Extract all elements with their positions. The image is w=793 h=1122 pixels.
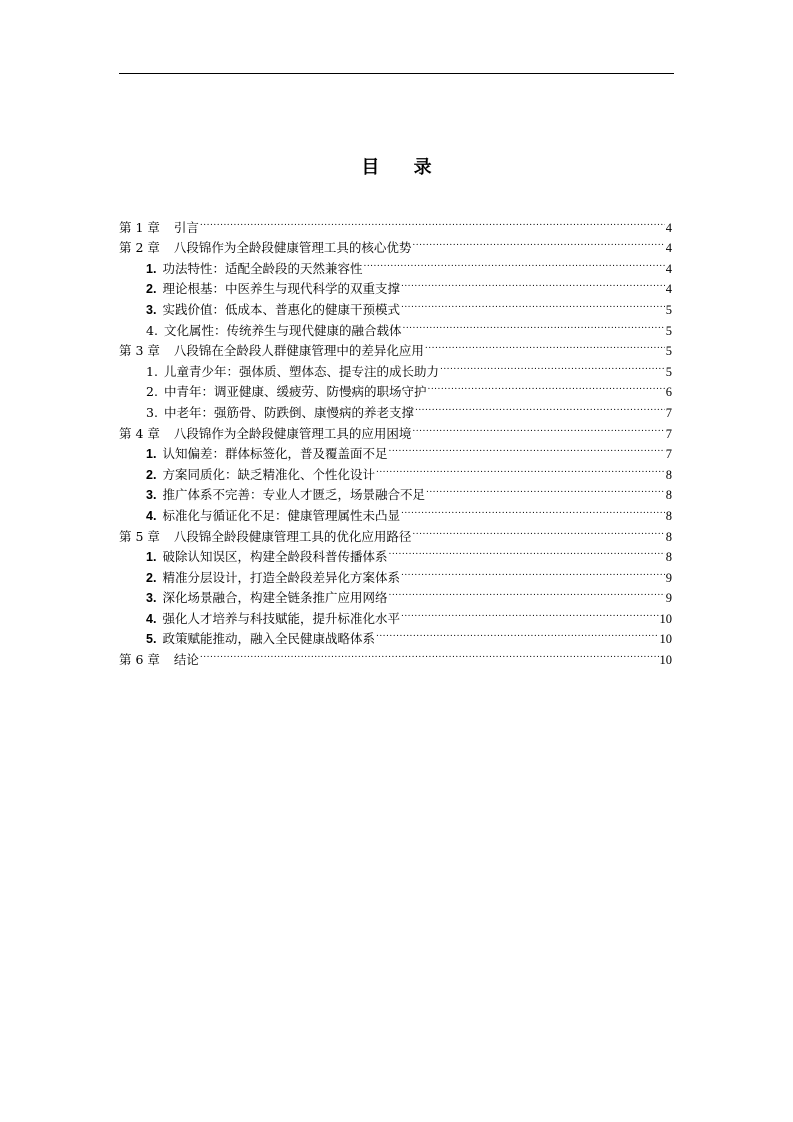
toc-entry-title: 推广体系不完善：专业人才匮乏，场景融合不足: [162, 487, 425, 503]
toc-entry-title: 理论根基：中医养生与现代科学的双重支撑: [162, 281, 400, 297]
toc-entry-title: 政策赋能推动，融入全民健康战略体系: [162, 631, 375, 647]
toc-page-number: 4: [665, 282, 672, 297]
toc-page-number: 8: [665, 529, 672, 544]
toc-entry-number: 第 1 章: [119, 219, 160, 235]
toc-page-number: 4: [665, 220, 672, 235]
toc-entry-number: 第 6 章: [119, 652, 160, 668]
toc-entry-title: 强化人才培养与科技赋能，提升标准化水平: [162, 610, 400, 626]
toc-dot-leader: [363, 252, 664, 273]
toc-entry-title: 儿童青少年：强体质、塑体态、提专注的成长助力: [163, 363, 439, 379]
toc-page-number: 8: [665, 550, 672, 565]
toc-entry-number: 2.: [146, 467, 157, 482]
toc-page-number: 10: [659, 653, 672, 668]
toc-dot-leader: [412, 232, 664, 253]
toc-page-number: 7: [665, 405, 672, 420]
header-rule: [119, 73, 674, 74]
toc-entry-number: 3.: [146, 302, 157, 317]
toc-entry-number: 1.: [146, 261, 157, 276]
toc-entry-title: 八段锦在全龄段人群健康管理中的差异化应用: [173, 343, 424, 359]
toc-dot-leader: [401, 602, 659, 623]
toc-entry-title: 八段锦全龄段健康管理工具的优化应用路径: [173, 528, 412, 544]
toc-page-number: 10: [659, 611, 672, 626]
toc-entry-number: 3.: [146, 404, 158, 420]
toc-dot-leader: [415, 396, 665, 417]
toc-entry-number: 2.: [146, 384, 158, 400]
toc-dot-leader: [402, 314, 664, 335]
toc-entry-number: 第 2 章: [119, 240, 160, 256]
toc-dot-leader: [440, 355, 665, 376]
toc-page-number: 5: [665, 302, 672, 317]
toc-entry-title: 结论: [173, 652, 199, 668]
toc-entry-title: 八段锦作为全龄段健康管理工具的应用困境: [173, 425, 412, 441]
toc-dot-leader: [401, 293, 665, 314]
toc-page-number: 5: [665, 323, 672, 338]
toc-page-number: 4: [665, 241, 672, 256]
toc-page-number: 6: [665, 385, 672, 400]
toc-dot-leader: [200, 211, 665, 232]
toc-entry-title: 破除认知误区，构建全龄段科普传播体系: [162, 549, 388, 565]
toc-dot-leader: [200, 643, 659, 664]
toc-page-number: 7: [665, 447, 672, 462]
toc-entry-title: 引言: [173, 219, 199, 235]
toc-page-number: 9: [665, 570, 672, 585]
toc-dot-leader: [376, 458, 665, 479]
toc-dot-leader: [376, 623, 659, 644]
toc-page-number: 7: [665, 426, 672, 441]
toc-page-number: 8: [665, 467, 672, 482]
toc-entry-title: 精准分层设计，打造全龄段差异化方案体系: [162, 569, 400, 585]
toc-entry-title: 方案同质化：缺乏精准化、个性化设计: [162, 466, 375, 482]
toc-entry-title: 中老年：强筋骨、防跌倒、康慢病的养老支撑: [163, 404, 414, 420]
toc-page-number: 8: [665, 488, 672, 503]
toc-dot-leader: [401, 561, 665, 582]
toc-entry-number: 2.: [146, 570, 157, 585]
toc-dot-leader: [388, 541, 664, 562]
toc-entry-title: 认知偏差：群体标签化，普及覆盖面不足: [162, 446, 388, 462]
toc-page-number: 8: [665, 508, 672, 523]
toc-entry-number: 1.: [146, 363, 158, 379]
toc-entry-title: 中青年：调亚健康、缓疲劳、防慢病的职场守护: [163, 384, 427, 400]
toc-entry-number: 第 4 章: [119, 425, 160, 441]
toc-dot-leader: [388, 582, 664, 603]
toc-dot-leader: [427, 376, 664, 397]
toc-page-number: 4: [665, 261, 672, 276]
toc-page-number: 9: [665, 591, 672, 606]
toc-entry-number: 5.: [146, 632, 157, 647]
toc-entry-title: 标准化与循证化不足：健康管理属性未凸显: [162, 507, 400, 523]
toc-entry-number: 第 5 章: [119, 528, 160, 544]
toc-dot-leader: [401, 273, 665, 294]
toc-dot-leader: [425, 335, 665, 356]
toc-entry-number: 3.: [146, 488, 157, 503]
toc-dot-leader: [412, 520, 664, 541]
toc-page-number: 10: [659, 632, 672, 647]
toc-entry-number: 4.: [146, 322, 158, 338]
toc-entry-number: 3.: [146, 591, 157, 606]
table-of-contents: [119, 211, 672, 668]
toc-title: 目 录: [361, 157, 446, 178]
toc-entry-number: 1.: [146, 550, 157, 565]
toc-entry-number: 4.: [146, 611, 157, 626]
toc-page-number: 5: [665, 364, 672, 379]
toc-chapter-entry[interactable]: [119, 643, 672, 668]
toc-entry-title: 深化场景融合，构建全链条推广应用网络: [162, 590, 388, 606]
toc-entry-title: 文化属性：传统养生与现代健康的融合载体: [163, 322, 402, 338]
toc-entry-number: 第 3 章: [119, 343, 160, 359]
toc-entry-title: 八段锦作为全龄段健康管理工具的核心优势: [173, 240, 412, 256]
toc-entry-number: 2.: [146, 282, 157, 297]
toc-chapter-entry[interactable]: [119, 211, 672, 235]
toc-dot-leader: [401, 499, 665, 520]
toc-page-number: 5: [665, 344, 672, 359]
toc-entry-title: 功法特性：适配全龄段的天然兼容性: [162, 260, 363, 276]
toc-chapter-entry[interactable]: [119, 232, 672, 256]
toc-dot-leader: [426, 479, 665, 500]
toc-entry-number: 4.: [146, 508, 157, 523]
toc-entry-title: 实践价值：低成本、普惠化的健康干预模式: [162, 301, 400, 317]
toc-entry-number: 1.: [146, 447, 157, 462]
toc-dot-leader: [388, 438, 664, 459]
toc-dot-leader: [412, 417, 664, 438]
